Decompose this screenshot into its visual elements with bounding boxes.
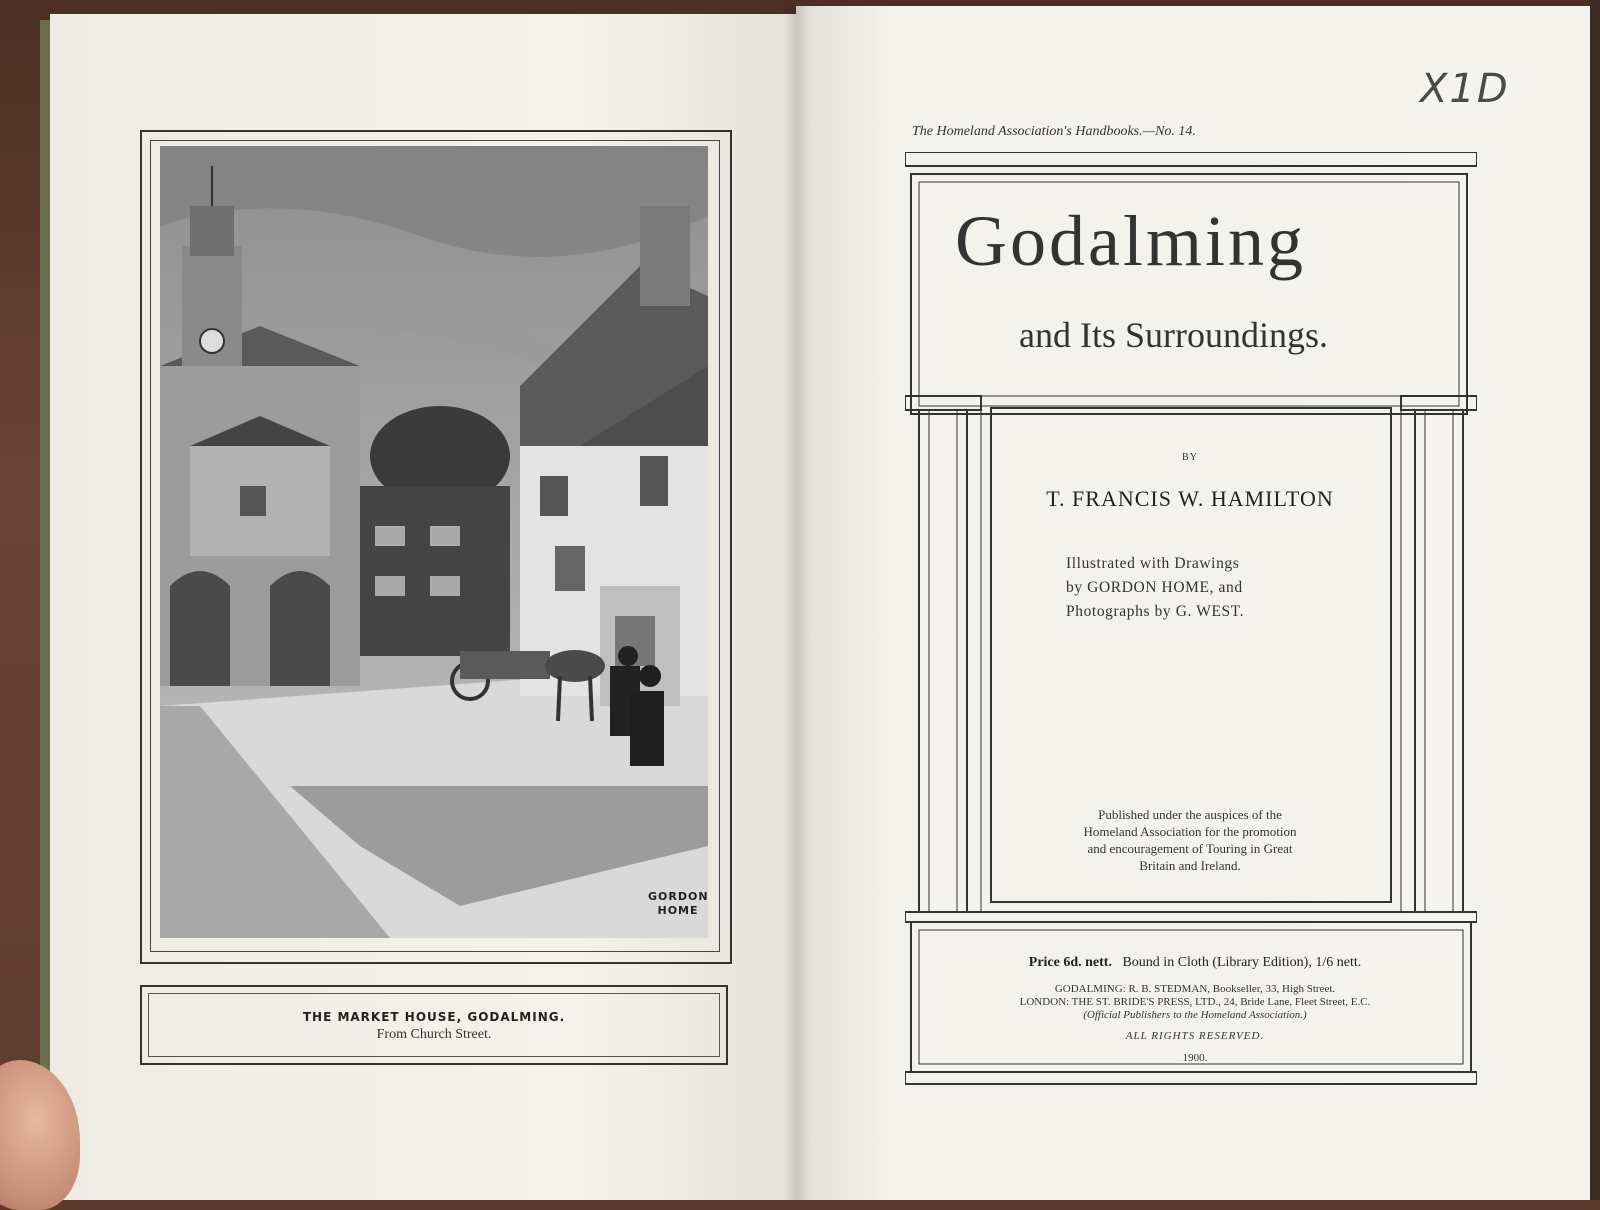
- illustration-credits: Illustrated with Drawings by GORDON HOME, and Photographs by G. WEST.: [1066, 555, 1245, 620]
- page-gutter: [784, 6, 810, 1200]
- binding-note: Bound in Cloth (Library Edition), 1/6 nett.: [1122, 955, 1362, 970]
- imprint-note: (Official Publishers to the Homeland Association.): [1083, 1009, 1307, 1021]
- imprint-godalming: GODALMING: R. B. STEDMAN, Bookseller, 33, High Street.: [1054, 983, 1336, 995]
- book-cover-right-edge: [1590, 0, 1600, 1200]
- series-heading: The Homeland Association's Handbooks.—No. 14.: [912, 124, 1196, 139]
- book-title: Godalming: [955, 201, 1306, 281]
- caption-title: THE MARKET HOUSE, GODALMING.: [302, 1010, 566, 1024]
- market-house-illustration: [160, 146, 708, 938]
- caption-box: [148, 993, 720, 1057]
- by-label: BY: [1182, 452, 1198, 463]
- handwritten-mark: X1D: [1420, 66, 1510, 112]
- caption-subtitle: From Church Street.: [376, 1027, 492, 1042]
- published-note: Published under the auspices of the Homeland Association for the promotion and encouragement of Touring in Great Britain and Ireland.: [1083, 807, 1297, 873]
- author-name: T. FRANCIS W. HAMILTON: [1046, 486, 1334, 511]
- imprint-london: LONDON: THE ST. BRIDE'S PRESS, LTD., 24, Bride Lane, Fleet Street, E.C.: [1019, 996, 1371, 1008]
- price: Price 6d. nett.: [1028, 955, 1112, 970]
- price-line: [940, 955, 1450, 971]
- publication-year: 1900.: [1182, 1052, 1208, 1064]
- publisher-imprint: [940, 983, 1450, 1022]
- artist-signature: GORDON HOME: [648, 890, 709, 917]
- book-subtitle: and Its Surroundings.: [1019, 315, 1328, 355]
- rights-reserved: ALL RIGHTS RESERVED.: [1125, 1030, 1265, 1042]
